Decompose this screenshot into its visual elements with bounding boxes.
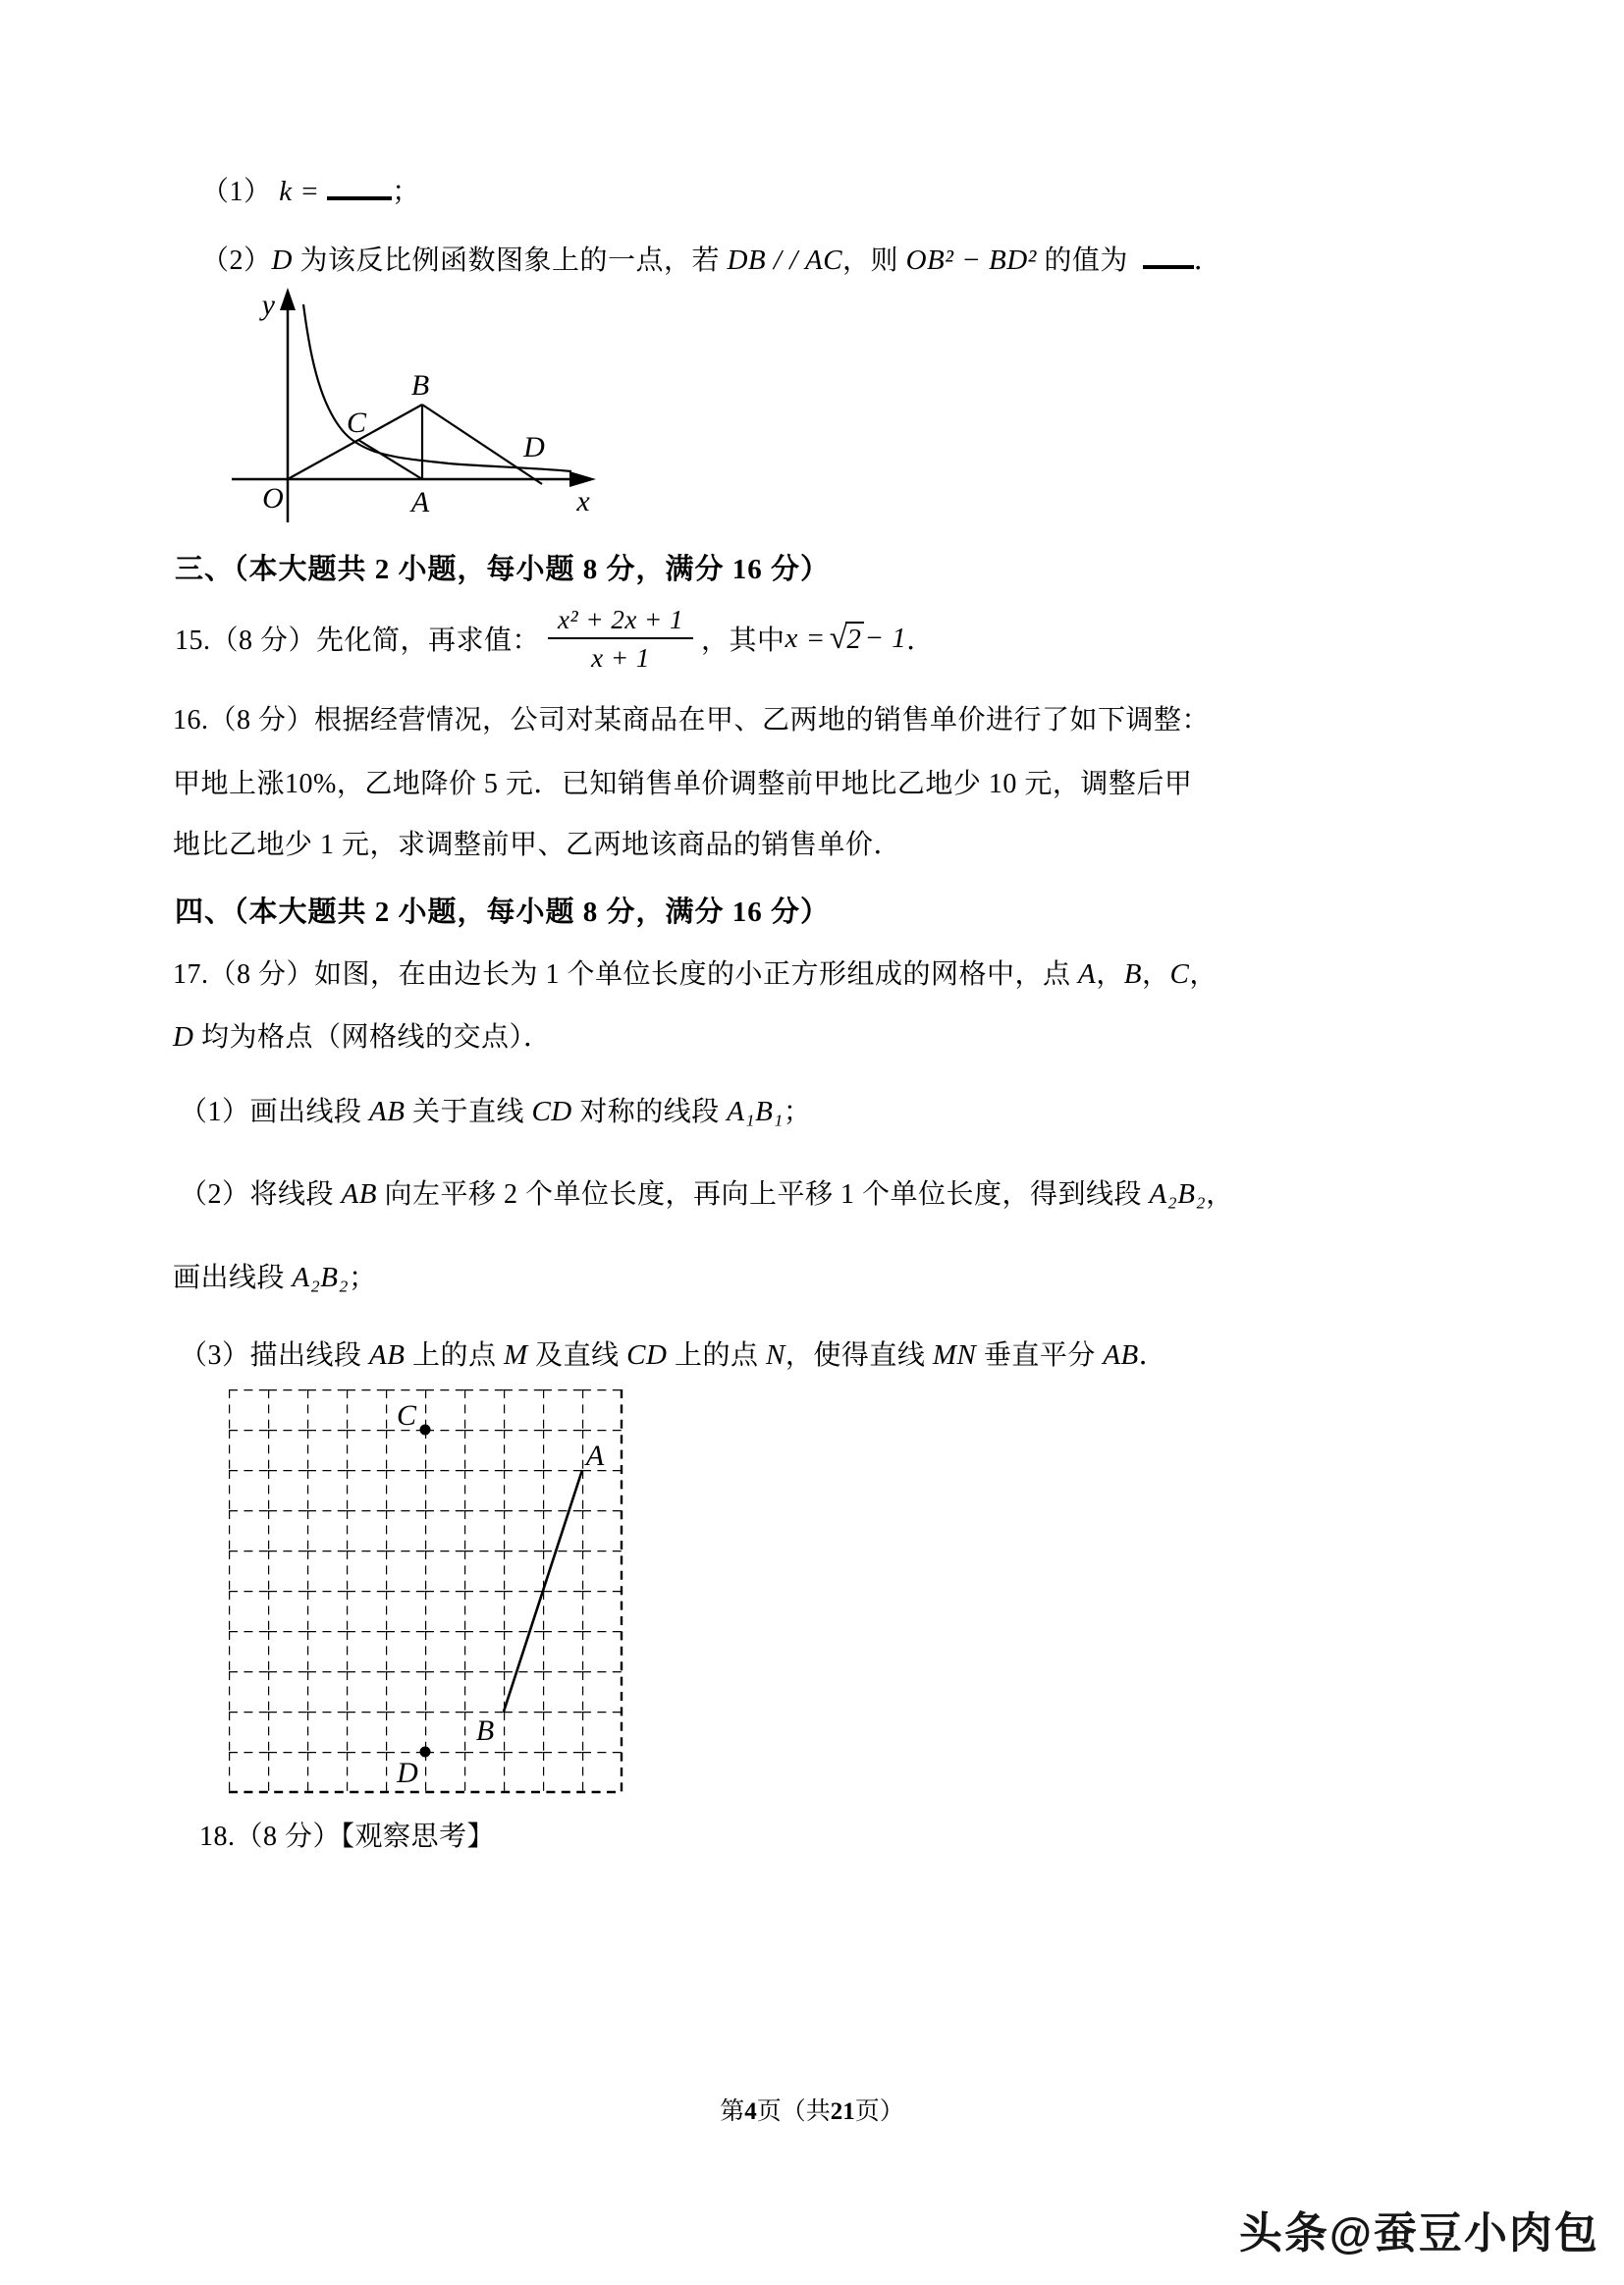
label-B: B bbox=[410, 369, 430, 402]
text-segment: N bbox=[765, 1339, 785, 1371]
label-C: C bbox=[346, 407, 367, 439]
text-segment: C bbox=[1169, 958, 1190, 990]
section-4-heading: 四、（本大题共 2 小题，每小题 8 分，满分 16 分） bbox=[175, 897, 831, 928]
q18-line: 18.（8 分）【观察思考】 bbox=[199, 1822, 496, 1852]
hyperbola-figure bbox=[157, 285, 604, 540]
point-C-dot bbox=[420, 1425, 431, 1436]
text-segment: D bbox=[173, 1021, 194, 1053]
q17-part2-cont-line bbox=[173, 1258, 377, 1298]
text-segment: B bbox=[1123, 958, 1142, 990]
text-segment: ． bbox=[1193, 245, 1222, 276]
text-segment: D bbox=[271, 245, 293, 276]
q15-x-equals: x = bbox=[785, 622, 826, 654]
text-segment: CD bbox=[531, 1096, 572, 1127]
text-segment: 为该反比例函数图象上的一点，若 bbox=[292, 245, 728, 276]
label-A: A bbox=[585, 1440, 605, 1472]
math-k-equals: k = bbox=[271, 176, 328, 207]
radical-sign: √ bbox=[829, 620, 848, 656]
q17-line1 bbox=[173, 954, 1218, 995]
text-segment: AB bbox=[341, 1178, 377, 1210]
text-segment: ． bbox=[1138, 1340, 1167, 1371]
text-segment: 的值为 bbox=[1036, 245, 1143, 276]
text-segment: A₂B₂ bbox=[1149, 1178, 1207, 1210]
text-segment: 向左平移 2 个单位长度，再向上平移 1 个单位长度，得到线段 bbox=[376, 1179, 1150, 1210]
text-segment: AB bbox=[1103, 1339, 1139, 1371]
text-segment: DB / / AC bbox=[727, 245, 843, 276]
q17-line2 bbox=[173, 1017, 551, 1058]
text-segment: ， bbox=[1141, 959, 1170, 990]
text-segment: MN bbox=[932, 1339, 977, 1371]
q15-minus-one: − 1 bbox=[864, 622, 907, 654]
label-y: y bbox=[261, 289, 275, 321]
q14-part2-line bbox=[201, 236, 1221, 281]
text-segment: （3）描出线段 bbox=[180, 1340, 370, 1371]
text-segment: A bbox=[1078, 958, 1097, 990]
q15-mid-text: ，其中 bbox=[701, 626, 785, 656]
fraction-numerator: x² + 2x + 1 bbox=[548, 605, 693, 639]
text-segment: 均为格点（网格线的交点）． bbox=[193, 1022, 552, 1053]
text-segment: ， bbox=[1096, 959, 1124, 990]
answer-blank bbox=[1143, 236, 1194, 269]
text-segment: 对称的线段 bbox=[571, 1097, 728, 1127]
y-axis-arrow-icon bbox=[280, 288, 296, 310]
text-segment: 页） bbox=[854, 2098, 904, 2125]
q17-part2-line bbox=[180, 1174, 1234, 1215]
text-segment: 第 bbox=[720, 2098, 745, 2125]
text-segment: 及直线 bbox=[527, 1340, 627, 1371]
text-segment: CD bbox=[626, 1339, 668, 1371]
text-segment: 画出线段 bbox=[173, 1263, 293, 1293]
q16-line1: 16.（8 分）根据经营情况，公司对某商品在甲、乙两地的销售单价进行了如下调整： bbox=[173, 705, 1211, 735]
q16-line2: 甲地上涨10%，乙地降价 5 元．已知销售单价调整前甲地比乙地少 10 元，调整后甲 bbox=[173, 769, 1193, 799]
text-segment: 上的点 bbox=[667, 1340, 766, 1371]
text-segment: （1）画出线段 bbox=[180, 1097, 370, 1127]
total-pages: 21 bbox=[830, 2098, 855, 2125]
label-O: O bbox=[262, 482, 284, 515]
grid-figure bbox=[227, 1387, 629, 1804]
page-number: 4 bbox=[744, 2098, 757, 2125]
text-segment: ； bbox=[349, 1263, 377, 1293]
label-D: D bbox=[523, 431, 545, 463]
text-segment: AB bbox=[369, 1339, 406, 1371]
text-segment: A₁B₁ bbox=[727, 1096, 784, 1127]
q16-line3: 地比乙地少 1 元，求调整前甲、乙两地该商品的销售单价． bbox=[173, 830, 902, 860]
text-segment: （1） bbox=[201, 177, 272, 207]
text-segment: 页（共 bbox=[756, 2098, 831, 2125]
point-D-dot bbox=[420, 1747, 431, 1758]
text-segment: ，则 bbox=[842, 245, 906, 276]
text-segment: （2）将线段 bbox=[180, 1179, 342, 1210]
answer-blank bbox=[327, 167, 392, 200]
q14-part1-line bbox=[201, 167, 420, 212]
text-segment: A₂B₂ bbox=[292, 1262, 350, 1293]
text-segment: ， bbox=[1189, 959, 1218, 990]
label-A: A bbox=[410, 486, 430, 518]
text-segment: ，使得直线 bbox=[785, 1340, 933, 1371]
label-C: C bbox=[396, 1399, 417, 1432]
text-segment: ； bbox=[783, 1097, 812, 1127]
text-segment: AB bbox=[369, 1096, 406, 1127]
label-D: D bbox=[397, 1757, 418, 1789]
text-segment: 垂直平分 bbox=[976, 1340, 1104, 1371]
q15-lead-text: 15.（8 分）先化简，再求值： bbox=[175, 626, 541, 656]
watermark: 头条@蚕豆小肉包 bbox=[1239, 2209, 1599, 2258]
text-segment: 17.（8 分）如图，在由边长为 1 个单位长度的小正方形组成的网格中，点 bbox=[173, 959, 1079, 990]
page-footer bbox=[0, 2092, 1624, 2127]
q15-period: ． bbox=[906, 626, 935, 656]
dashed-grid bbox=[229, 1389, 622, 1792]
label-B: B bbox=[475, 1714, 495, 1747]
fraction-denominator: x + 1 bbox=[591, 642, 650, 673]
text-segment: 关于直线 bbox=[405, 1097, 532, 1127]
section-3-heading: 三、（本大题共 2 小题，每小题 8 分，满分 16 分） bbox=[175, 554, 831, 585]
label-x: x bbox=[576, 485, 590, 517]
q15-line bbox=[175, 597, 935, 680]
text-segment: 上的点 bbox=[405, 1340, 504, 1371]
text-segment: ， bbox=[1206, 1179, 1234, 1210]
radicand: 2 bbox=[845, 622, 864, 656]
q17-part3-line bbox=[180, 1335, 1166, 1376]
text-segment: （2） bbox=[201, 245, 272, 276]
text-segment: ； bbox=[392, 177, 420, 207]
text-segment: M bbox=[503, 1339, 528, 1371]
q17-part1-line bbox=[180, 1092, 811, 1132]
fraction bbox=[548, 605, 693, 673]
text-segment: OB² − BD² bbox=[905, 245, 1037, 276]
